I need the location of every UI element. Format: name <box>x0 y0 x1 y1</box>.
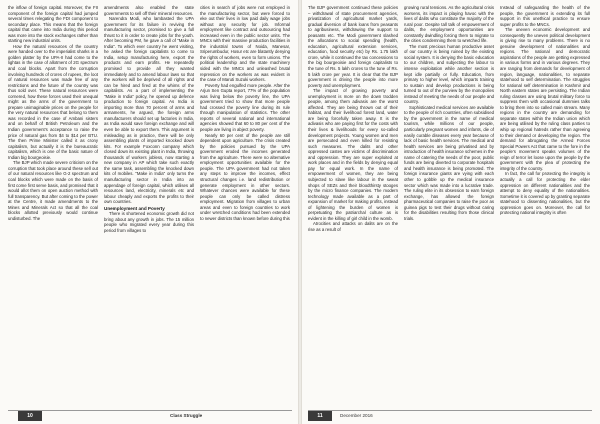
paragraph: The most precious human productive asset of our country is being ruined by the existing social system. It is denying the basic education to our children, and subjecting the labour to intense exploitation while another section is kept idle partially or fully. Education, from primary to higher level, which imparts training to sustain and develop productions is being turned to out of the purview by the monopolies instead of meeting the needs of our people and country. <box>404 43 494 105</box>
left-column-1 <box>8 5 98 221</box>
paragraph: In fact, the call for protecting the integrity is actually a call for protecting the elder oppression on different nationalities and the attempt to deny equality of the nationalities. Sometime it is covered up by granting separate statehood to dissenting nationalities, but the oppression goes on. Moreover, the call for protecting national integrity is often <box>500 171 590 216</box>
right-page <box>300 0 600 424</box>
magazine-name: Class Struggle <box>170 413 203 418</box>
footer-rule-left <box>8 410 292 411</box>
left-column-2 <box>104 5 194 233</box>
left-column-3 <box>200 5 290 221</box>
paragraph: Sophisticated medical services are available to the people of rich countries, often subsidised by the government in the name of medical tourism, while millions of our people, particularly pregnant women and infants, die of easily curable diseases every year because of lack of basic health services. The medical and health services are being privatised and by introduction of health insurance schemes in the name of catering the needs of the poor, public funds are being diverted to corporate hospitals and health insurance is being promoted. The foreign insurance giants are vying with each other to gobble up the medical insurance sector which was made into a lucrative trade. The ruling elite in its obsession to earn foreign exchange, has allowed the foreign pharmaceutical companies to raise the poor as guinea pigs to test their drugs without caring for the disabilities resulting from those clinical trials. <box>404 104 494 221</box>
section-heading: Unemployment and Poverty <box>104 205 165 211</box>
paragraph: The BJP government continued these policies – withdrawal of state procurement agencies, privatization of agricultural market yards, gradual diversion of bank loans from peasants to agribusiness, withdrawing the support to peasants etc. The Modi government slashed the allocations to social spending (health, education, agricultural extension services, education, food security etc) by Rs. 1.75 lakh crore, while it continued the tax concessions to the big bourgeoisie and foreign capitalists to the tune of Rs. 5 lakh crores to the tune of Rs. 5 lakh crore per year. It is clear that the BJP government is driving the people into more poverty and unemployment. <box>308 5 398 88</box>
paragraph: the inflow of foreign capital. Moreover, the FII component of the foreign capital had jumped several times relegating the FDI component to secondary place. This means that the foreign capital that came into India during this period was more into the stock exchanges rather than starting new industrial units. <box>8 5 98 44</box>
paragraph: The uneven economic development and consequently the uneven political development is giving rise to many problems. There is no genuine development of nationalities and regions. The national and democratic aspirations of the people are getting expressed in various forms and in various degrees. They are ranging from demands for development of region, language, nationalities, to separate statehood to self determination. The struggles for national self determination in Kashmir and North eastern states are persisting. The Indian ruling classes are using brutal military force to suppress them with occasional dummies talks to bring them into so called main stream. Many regions in the country are demanding for separate states within the Indian union which are being utilised by the ruling class parties to whip up regional hatreds rather than agreeing to their demand or developing the region. The demand for abrogating the Armed Forces Special Powers Act that came to the fore in the people's movement speaks volumes of the reign of terror let loose upon the people by the government with the plea of protecting the integrity of the country. <box>500 27 590 171</box>
paragraph: cities in search of jobs were not employed in the manufacturing sector, but were forced to eke out their lives in low paid daily wage jobs without any security for job. Informal employment like contract and outsourcing had increased even in the public sector units. The MNCs with their massive production facilities in the industrial towns of Noida, Manesar, Sriperumbudur, Hosur etc are blatantly denying the rights of workers, even to form unions. The political leadership and the state machinery sided with the MNCs and unleashed brutal repression on the workers as was evident in the case of Maruti Suzuki workers. <box>200 5 290 83</box>
right-column-3 <box>500 5 590 216</box>
right-column-1 <box>308 5 398 232</box>
paragraph: There is shortened economic growth did not bring about any growth in jobs. The 15 million people who migrated every year during this period from villages to <box>104 211 194 233</box>
paragraph: Atrocities and attacks on dalits are on the rise as a result of <box>308 221 398 232</box>
paragraph: Poverty had engulfed more people. After the Arjun Sen Gupta report, 77% of the population was living below the poverty line, the UPA government tried to show that more people had crossed the poverty line during its rule through manipulation of statistics. The other reports of several national and international agencies showed that 60 to 80 per cent of the people are living in abject poverty. <box>200 82 290 133</box>
paragraph: amendments also enabled the state governments to sell off their mineral resources. <box>104 5 194 16</box>
issue-date: December 2016 <box>340 413 373 418</box>
paragraph: Instead of safeguarding the health of the people, the government is extending its full support in this unethical practice to ensure super profits to the MNCs. <box>500 5 590 27</box>
paragraph: The BJP which made severe criticism on the corruption that took place around these sell out of our natural resources like G-2 spectrum and coal blocks which were made on the basis of first come first serve basis, and promised that it would allot them on open auction method with full transparency. But after coming to the power at the Centre, it made amendments to the Mines and Minerals Act so that all the coal blocks allotted previously would continue undisturbed. The <box>8 160 98 221</box>
right-column-2 <box>404 5 494 221</box>
paragraph: Nearly 60 per cent of the people are still dependent upon agriculture. The crisis created by the policies pursued by the UPA government eroded the incomes generated from the agriculture. There were no alternative employment opportunities available for the people. The UPA government had not taken any steps to improve the incomes, effect structural changes i.e. land redistribution or generate employment in other sectors. Whatever chances were available for these people can only be called distress employment. Migration from villages to urban areas and even to foreign countries to work under wretched conditions had been extended to newer districts than known before during this <box>200 132 290 221</box>
page-number-right: 11 <box>308 411 332 421</box>
paragraph: growing rural tensions. As the agricultural crisis worsens, its impact is playing havoc with the lives of dalits who constitute the majority of the rural poor. Despite tall talk of empowerment of dalits, the employment opportunities are constantly dwindling forcing them to migrate to the cities condemning them to wretched life. <box>404 5 494 44</box>
paragraph: How the natural resources of the country were handed over to the imperialist sharks in a golden platter by the UPA-II had come to the lightas in the case of allotment of 2G spectrum and coal blocks. Apart from the corruption involving hundreds of crores of rupees, the loot of natural resources was made free of any restrictions and the future of the country was thus sold over. These natural resources were cornered, how these forces used their unequal might as the arms of the government to prepare unimaginable prices on the people for the very natural resources that belong to them was recorded in the case of Ambani sisters and on behalf of British Petroleum and the Indian government's acceptance to raise the price of natural gas from $4 to $14 per BTU. The then Prime Minister called it as crony capitalism, but actually it is the bureaucratic capitalism, which is one of the basic nature of Indian big bourgeoisie. <box>8 43 98 160</box>
page-number-left: 10 <box>18 411 42 421</box>
paragraph: Narendra Modi, who lambasted the UPA government for its failure in reviving the manufacturing sector, promised to give a full thrust to it in order to create jobs for the youth. After becoming PM, he gave a call of "Make in India". To which ever country he went visiting, he asked the foreign capitalists to come to India, setup manufacturing here, export the products and earn profits. He repeatedly promised to provide all they wanted immediately and to amend labour laws so that the workers will be deprived of all rights and can be hired and fired at the whims of the capitalists. As a part of implementing the "Make in India" policy, he opened up defence production to foreign capital. As India is importing more than 70 percent of arms and armaments, he argued, the foreign arms manufacturers should set up factories in India, as India would save foreign exchange and will even be able to export them. This argument is misleading as in practice, there will be only assembling plants of imported knocked down kits. For example Foxconn company which closed down its existing plant in India, throwing thousands of workers jobless, now starting a new company in AP which take such exactly the same task, assembling the knocked down kits of mobiles. "Make in India" only turns the manufacturing sector in India into an appendage of foreign capital, which utilises all resources land, electricity, minerals etc and labour cheaply and exports the profits to their own countries. <box>104 16 194 205</box>
paragraph: The impact of growing poverty and unemployment is more on the down trodden people, among them adivasis are the worst affected. They are being thrown out of their habitat, and their livelihood forest land, water are being forcefully taken away. It is the adivasis who are paying first for the costs with their lives & livelihoods for every so-called development projects. Young women and men are persecuted and even killed for resisting such measures. The dalits and other oppressed castes are victims of discrimination and oppression. They are super exploited at work places and in the fields by denying equal pay for equal work. In the name of empowerment of women, they are being subjected to slave like labour in the sweat shops of SEZs and their bloodthirsty stooges by the micro finance companies. The modern technology made available as a part of expansion of market for making profits, instead of lightening the burden of women is perpetuating the patriarchal culture as is evident in the killing of girl child in the womb. <box>308 88 398 221</box>
